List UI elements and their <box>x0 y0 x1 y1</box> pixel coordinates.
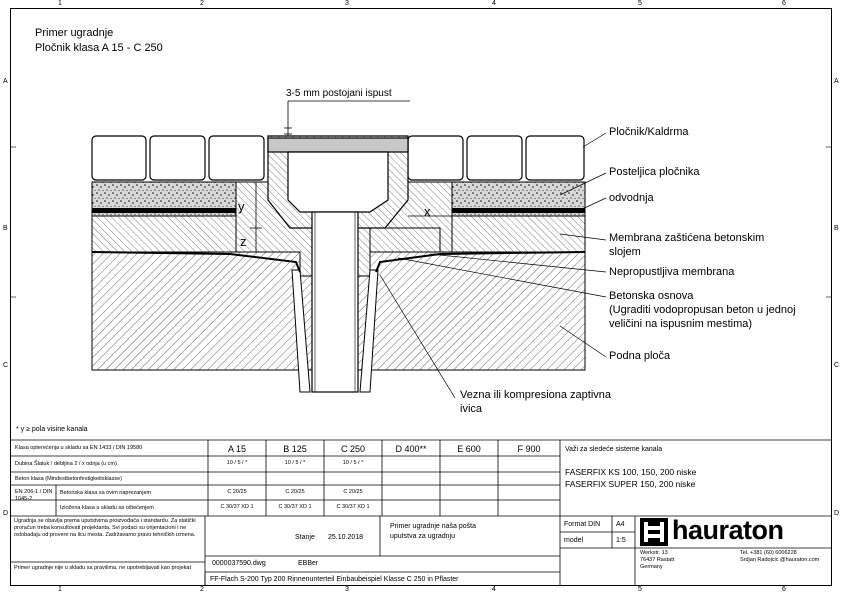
exposure-c250: C 30/37 XD 1 <box>336 504 370 510</box>
company-contact: Srdjan Radojcic @hauraton.com <box>740 557 820 563</box>
hauraton-logo: hauraton <box>672 515 784 545</box>
drawing-title-1: Primer ugradnje <box>35 27 114 39</box>
grid-col-2-bottom: 2 <box>200 586 204 593</box>
label-waterproof-membrane: Nepropustljiva membrana <box>609 266 735 278</box>
grid-col-5-bottom: 5 <box>638 586 642 593</box>
depth-b125: 10 / 5 / * <box>284 460 306 466</box>
label-concrete-base-note-1: (Ugraditi vodopropusan beton u jednoj <box>609 304 796 316</box>
label-floor-slab: Podna ploča <box>609 350 671 362</box>
row-label-depth: Dubina Šlatuk / debljina 2 / x odnja (u cm) <box>15 461 117 467</box>
valid-system-2: FASERFIX SUPER 150, 200 niske <box>565 479 696 489</box>
drawing-title-2: Pločnik klasa A 15 - C 250 <box>35 42 163 54</box>
label-drainage: odvodnja <box>609 192 654 204</box>
grid-row-b-right: B <box>834 225 839 232</box>
legal-note: Ugradnja se obavlja prema uputstvima proizvođača i standardu. Za statički proračun treba konsultovati projektanta. Svi podaci su orijentacioni i ne oslobađaju od provere na licu mesta. Zadržavamo pravo tehničkih izmena. <box>14 518 196 538</box>
grid-row-c-right: C <box>834 362 840 369</box>
label-concrete-base-note-2: veličini na ispusnim mestima) <box>609 318 753 330</box>
row-label-standard: EN 206-1 / DIN 1045-2 <box>15 489 53 502</box>
concrete-b125: C 20/25 <box>285 489 305 495</box>
drawing-author: EBBer <box>298 560 319 567</box>
format-value: A4 <box>616 521 625 528</box>
depth-a15: 10 / 5 / * <box>226 460 248 466</box>
concrete-c250: C 20/25 <box>343 489 363 495</box>
model-value: 1:5 <box>616 537 626 544</box>
status-label: Stanje <box>295 534 315 541</box>
label-concrete-base: Betonska osnova <box>609 290 694 302</box>
drawing-number: 0000037590.dwg <box>212 560 266 567</box>
grid-col-5: 5 <box>638 0 642 7</box>
class-c250: C 250 <box>340 444 366 454</box>
grid-col-4-bottom: 4 <box>492 586 496 593</box>
row-label-exposure: Izložena klasa u skladu sa oštećenjem <box>60 505 154 511</box>
class-a15: A 15 <box>227 444 247 454</box>
depth-c250: 10 / 5 / * <box>342 460 364 466</box>
label-seal-1: Vezna ili kompresiona zaptivna <box>460 389 612 401</box>
class-f900: F 900 <box>517 444 541 454</box>
drawing-description: FF-Flach S-200 Typ 200 Rinnenunterteil Einbaubeispiel Klasse C 250 in Pflaster <box>210 576 459 583</box>
model-label: model <box>564 537 584 544</box>
purpose-line-1: Primer ugradnje naša pošta <box>390 523 476 530</box>
grid-row-d: D <box>3 510 9 517</box>
label-protected-membrane-2: slojem <box>609 246 641 258</box>
valid-systems-header: Važi za sledeće sisteme kanala <box>565 446 663 453</box>
grid-col-4: 4 <box>492 0 496 7</box>
grid-row-b: B <box>3 225 8 232</box>
purpose-line-2: uputstva za ugradnju <box>390 533 455 540</box>
dim-x-label: x <box>424 204 431 219</box>
grid-row-a-right: A <box>834 78 839 85</box>
hauraton-logo-icon <box>640 518 668 546</box>
exposure-a15: C 30/37 XD 1 <box>220 504 254 510</box>
label-paving: Pločnik/Kaldrma <box>609 126 689 138</box>
grid-col-1-bottom: 1 <box>58 586 62 593</box>
class-b125: B 125 <box>283 444 307 454</box>
company-phone: Tel. +381 (60) 6006228 <box>740 550 797 556</box>
grid-col-6: 6 <box>782 0 786 7</box>
grid-col-1: 1 <box>58 0 62 7</box>
company-address-2: 76437 Rastatt <box>640 557 675 563</box>
class-e600: E 600 <box>457 444 481 454</box>
dim-y-label: y <box>238 199 245 214</box>
company-address-3: Germany <box>640 564 663 570</box>
company-address-1: Werkstr. 13 <box>640 550 668 556</box>
label-bedding: Posteljica pločnika <box>609 166 700 178</box>
valid-system-1: FASERFIX KS 100, 150, 200 niske <box>565 467 697 477</box>
row-label-load-class: Klasa opterećenja u skladu sa EN 1433 / DIN 19580 <box>15 445 143 451</box>
grid-col-3-bottom: 3 <box>345 586 349 593</box>
grid-col-3: 3 <box>345 0 349 7</box>
dim-z-label: z <box>240 234 247 249</box>
concrete-a15: C 20/25 <box>227 489 247 495</box>
format-label: Format DIN <box>564 521 601 528</box>
grid-col-2: 2 <box>200 0 204 7</box>
label-seal-2: ivica <box>460 403 483 415</box>
label-protected-membrane-1: Membrana zaštićena betonskim <box>609 232 765 244</box>
row-label-concrete-class: Beton klasa (Mindestbetonfestigkeitsklasse) <box>15 476 122 482</box>
grid-row-c: C <box>3 362 9 369</box>
exposure-b125: C 30/37 XD 1 <box>278 504 312 510</box>
stanje-note: Primer ugradnje nije u skladu sa pravilima, ne upotrebljavati kao projekat <box>14 565 192 571</box>
footnote: * y ≥ pola visine kanala <box>16 426 88 433</box>
grid-row-d-right: D <box>834 510 840 517</box>
row-label-concrete-stress: Betonska klasa sa ovim naprezanjem <box>60 490 152 496</box>
grid-row-a: A <box>3 78 8 85</box>
grid-col-6-bottom: 6 <box>782 586 786 593</box>
class-d400: D 400** <box>395 444 427 454</box>
dimension-label: 3-5 mm postojani ispust <box>286 88 392 99</box>
status-date: 25.10.2018 <box>328 534 364 541</box>
